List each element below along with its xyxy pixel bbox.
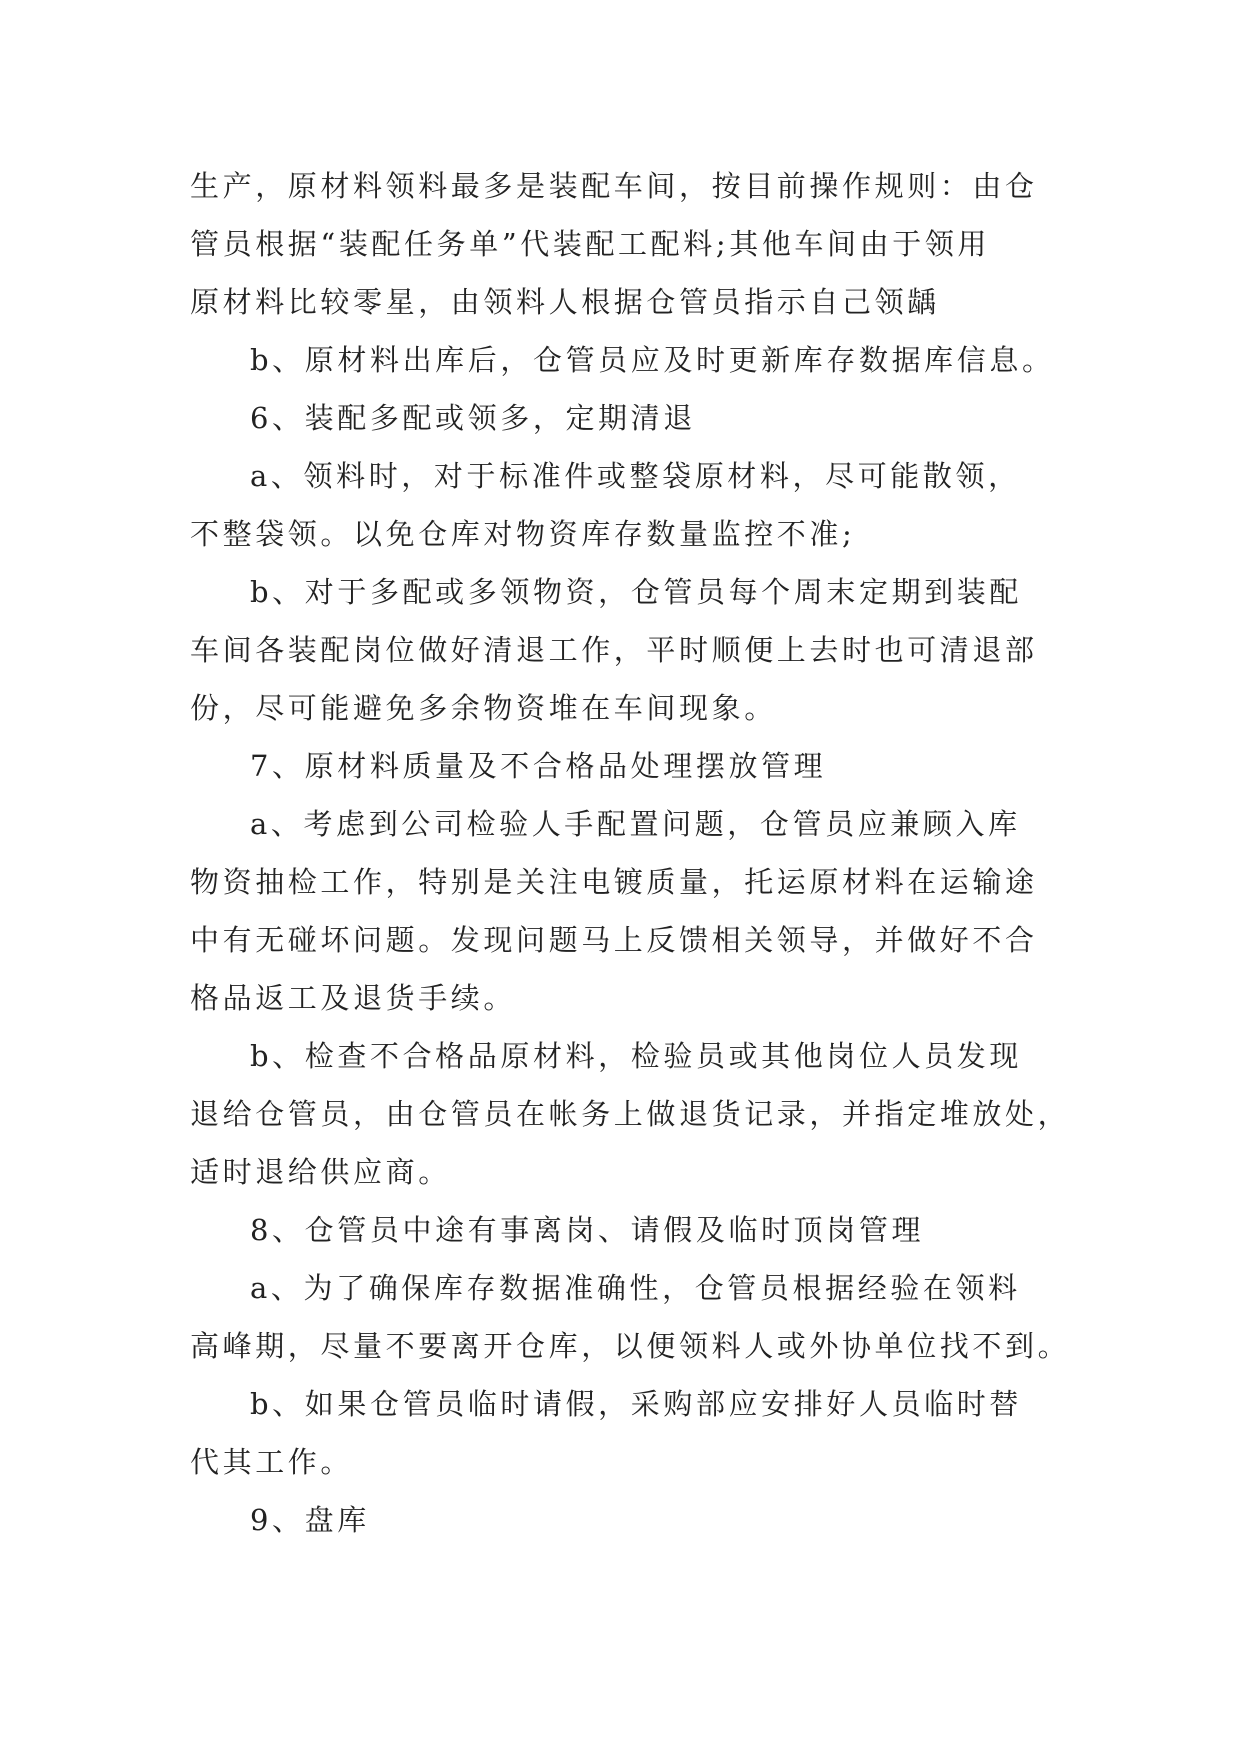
text-line: 中有无碰坏问题。发现问题马上反馈相关领导，并做好不合 xyxy=(190,923,1038,957)
text-line: 高峰期，尽量不要离开仓库，以便领料人或外协单位找不到。 xyxy=(190,1329,1071,1363)
text-line: b、如果仓管员临时请假，采购部应安排好人员临时替 xyxy=(250,1387,1022,1421)
text-line: 适时退给供应商。 xyxy=(190,1155,451,1189)
text-line: 生产，原材料领料最多是装配车间，按目前操作规则：由仓 xyxy=(190,169,1038,203)
text-line: b、对于多配或多领物资，仓管员每个周末定期到装配 xyxy=(250,575,1022,609)
text-line: 退给仓管员，由仓管员在帐务上做退货记录，并指定堆放处， xyxy=(190,1097,1071,1131)
section-heading-9 xyxy=(190,1491,1060,1549)
text-line: 9、盘库 xyxy=(250,1503,370,1537)
text-line: 不整袋领。以免仓库对物资库存数量监控不准; xyxy=(190,517,856,551)
paragraph-11 xyxy=(190,1375,1060,1491)
text-line: 格品返工及退货手续。 xyxy=(190,981,517,1015)
section-heading-8 xyxy=(190,1201,1060,1259)
text-line: 原材料比较零星，由领料人根据仓管员指示自己领龋 xyxy=(190,285,940,319)
text-line: 管员根据“装配任务单”代装配工配料;其他车间由于领用 xyxy=(190,227,991,261)
text-line: b、原材料出库后，仓管员应及时更新库存数据库信息。 xyxy=(250,343,1055,377)
text-line: 6、装配多配或领多，定期清退 xyxy=(250,401,696,435)
text-line: 份，尽可能避免多余物资堆在车间现象。 xyxy=(190,691,777,725)
text-line: 代其工作。 xyxy=(190,1445,354,1479)
paragraph-7 xyxy=(190,795,1060,1027)
paragraph-5 xyxy=(190,563,1060,737)
paragraph-4 xyxy=(190,447,1060,563)
section-heading-6 xyxy=(190,389,1060,447)
text-line: 8、仓管员中途有事离岗、请假及临时顶岗管理 xyxy=(250,1213,925,1247)
text-line: a、为了确保库存数据准确性，仓管员根据经验在领料 xyxy=(250,1271,1021,1305)
section-heading-7 xyxy=(190,737,1060,795)
paragraph-10 xyxy=(190,1259,1071,1375)
paragraph-1 xyxy=(190,157,1060,331)
text-line: 车间各装配岗位做好清退工作，平时顺便上去时也可清退部 xyxy=(190,633,1038,667)
document-body xyxy=(190,157,1071,1549)
text-line: a、领料时，对于标准件或整袋原材料，尽可能散领， xyxy=(250,459,1021,493)
text-line: a、考虑到公司检验人手配置问题，仓管员应兼顾入库 xyxy=(250,807,1021,841)
text-line: 物资抽检工作，特别是关注电镀质量，托运原材料在运输途 xyxy=(190,865,1038,899)
text-line: 7、原材料质量及不合格品处理摆放管理 xyxy=(250,749,827,783)
text-line: b、检查不合格品原材料，检验员或其他岗位人员发现 xyxy=(250,1039,1022,1073)
paragraph-8 xyxy=(190,1027,1071,1201)
paragraph-2 xyxy=(190,331,1060,389)
